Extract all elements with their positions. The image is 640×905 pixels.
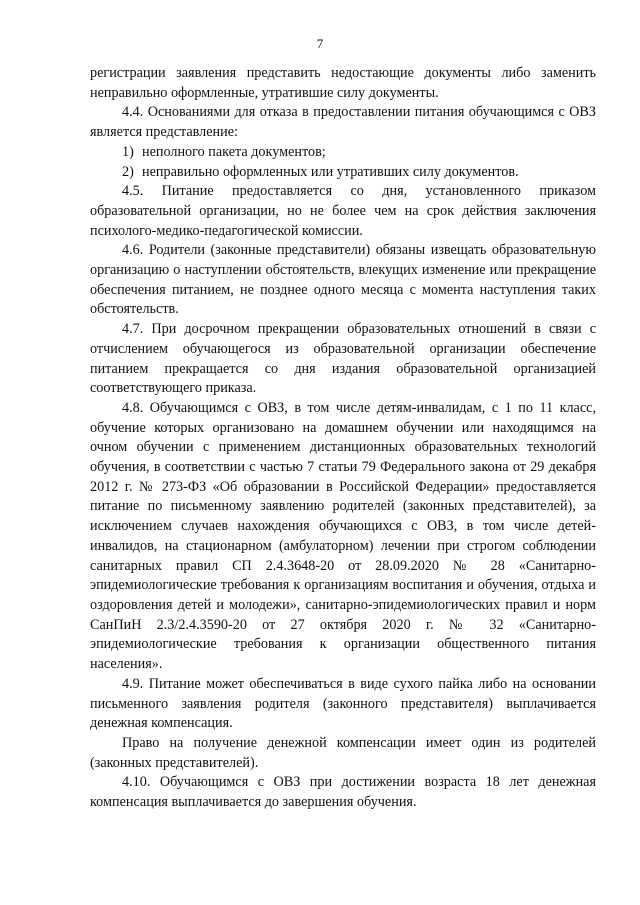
paragraph-continuation: регистрации заявления представить недостающие документы либо заменить неправильно оформленные, утратившие силу документы. (90, 65, 596, 101)
list-item-number: 1) (122, 143, 134, 160)
paragraph-4-9: 4.9. Питание может обеспечиваться в виде сухого пайка либо на основании письменного заявления родителя (законного представителя) выплачивается денежная компенсация. (90, 675, 596, 732)
paragraph-4-10: 4.10. Обучающимся с ОВЗ при достижении возраста 18 лет денежная компенсация выплачивается до завершения обучения. (90, 774, 596, 811)
list-item-number: 2) (122, 163, 134, 180)
paragraph-compensation-right: Право на получение денежной компенсации имеет один из родителей (законных представителей). (90, 734, 596, 771)
paragraph-4-6: 4.6. Родители (законные представители) обязаны извещать образовательную организацию о наступлении обстоятельств, влекущих изменение или прекращение обеспечения питанием, не позднее одного месяца с момента наступления таких обстоятельств. (90, 242, 596, 318)
paragraph-4-5: 4.5. Питание предоставляется со дня, установленного приказом образовательной организации, но не более чем на срок действия заключения психолого-медико-педагогической комиссии. (90, 183, 596, 239)
paragraph-4-7: 4.7. При досрочном прекращении образовательных отношений в связи с отчислением обучающегося из образовательной организации обеспечение питанием прекращается со дня издания образовательной организацией соответствующего приказа. (90, 321, 596, 397)
page-number: 7 (316, 36, 324, 51)
document-body (90, 64, 596, 813)
paragraph-4-8: 4.8. Обучающимся с ОВЗ, в том числе детям-инвалидам, с 1 по 11 класс, обучение которых организовано на домашнем обучении или находящимся на очном обучении с применением дистанционных образовательных технологий обучения, в соответствии с частью 7 статьи 79 Федерального закона от 29 декабря 2012 г. № 273-ФЗ «Об образовании в Российской Федерации» предоставляется питание по письменному заявлению родителей (законных представителей), за исключением случаев нахождения обучающихся с ОВЗ, в том числе детей-инвалидов, на стационарном (амбулаторном) лечении при строгом соблюдении санитарных правил СП 2.4.3648-20 от 28.09.2020 № 28 «Санитарно-эпидемиологические требования к организациям воспитания и обучения, отдыха и оздоровления детей и молодежи», санитарно-эпидемиологических правил и норм СанПиН 2.3/2.4.3590-20 от 27 октября 2020 г. № 32 «Санитарно-эпидемиологические требования к организации общественного питания населения». (90, 399, 596, 673)
list-item (90, 163, 596, 183)
list-item-text: неправильно оформленных или утративших силу документов. (142, 163, 519, 180)
paragraph-4-4: 4.4. Основаниями для отказа в предоставлении питания обучающимся с ОВЗ является представление: (90, 104, 596, 141)
list-item-text: неполного пакета документов; (142, 143, 326, 160)
list-item (90, 143, 596, 163)
